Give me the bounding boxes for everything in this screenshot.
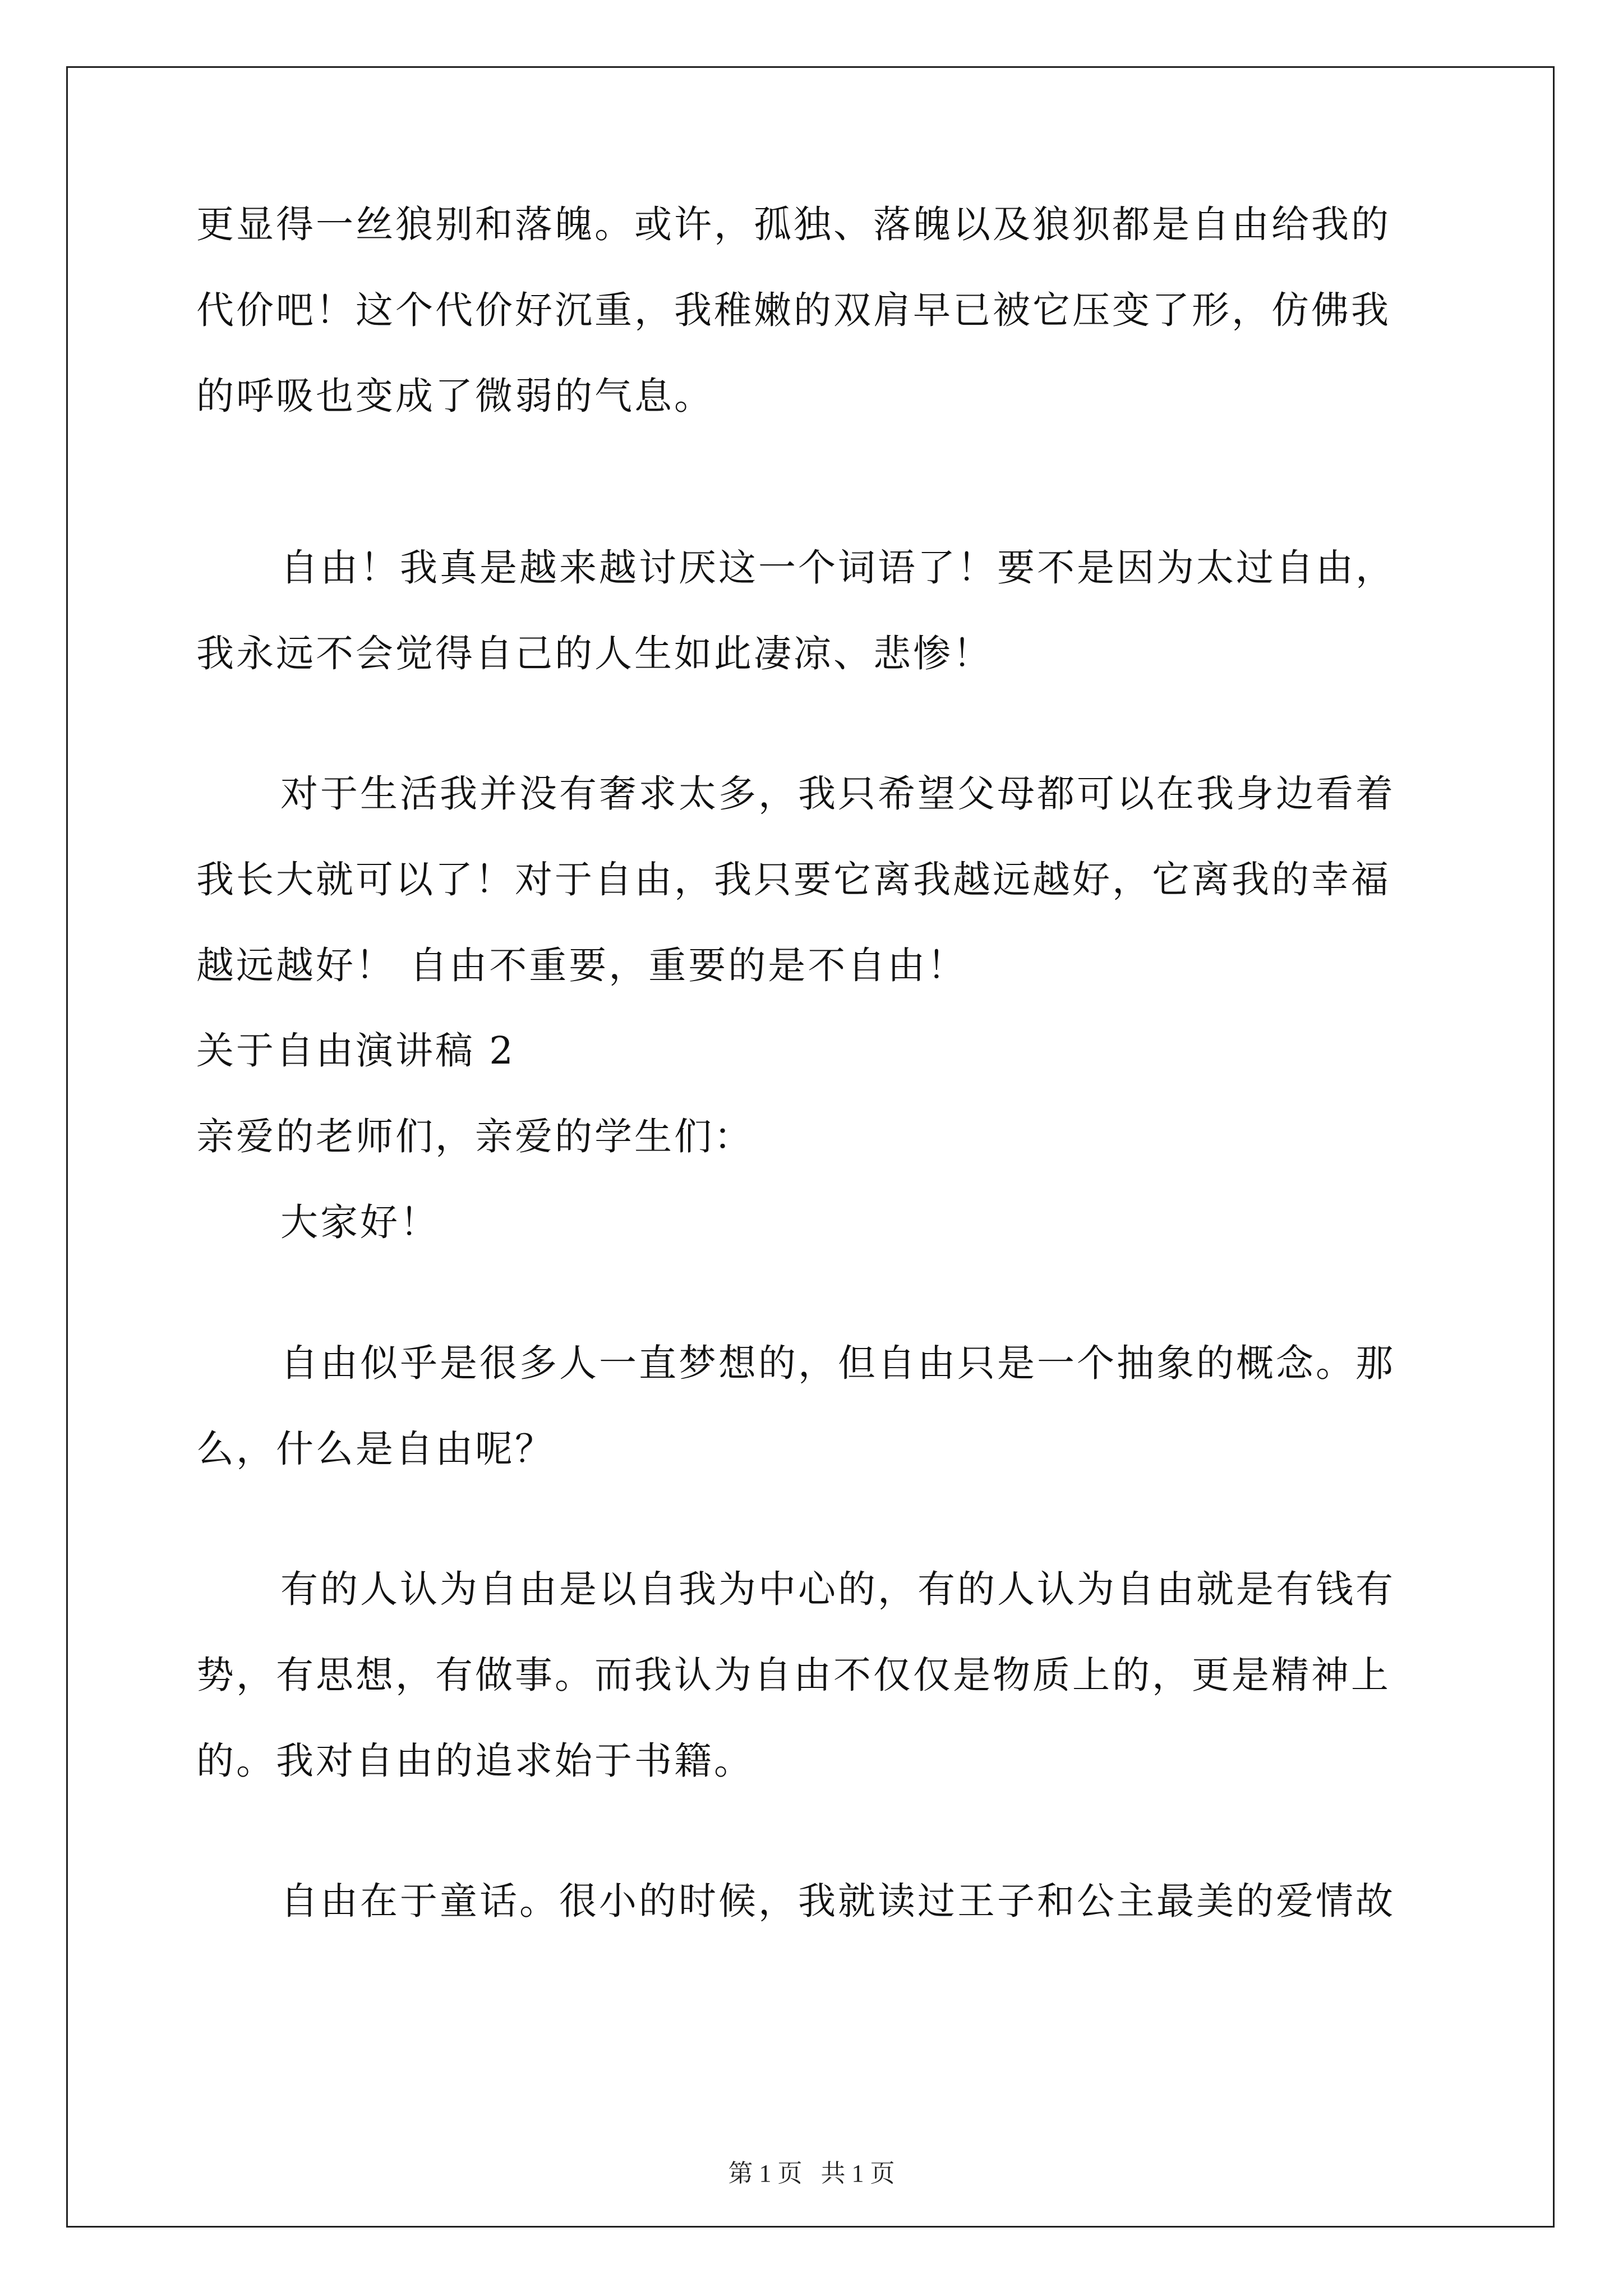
body-line-1: 更显得一丝狼别和落魄。或许，孤独、落魄以及狼狈都是自由给我的	[196, 203, 1391, 246]
body-line-7: 我长大就可以了！对于自由，我只要它离我越远越好，它离我的幸福	[196, 858, 1391, 901]
body-line-13: 么，什么是自由呢？	[196, 1427, 555, 1471]
body-line-5: 我永远不会觉得自己的人生如此凄凉、悲惨！	[196, 632, 993, 675]
body-line-15: 势，有思想，有做事。而我认为自由不仅仅是物质上的，更是精神上	[196, 1653, 1391, 1697]
body-line-3: 的呼吸也变成了微弱的气息。	[196, 374, 714, 418]
body-line-16: 的。我对自由的追求始于书籍。	[196, 1739, 754, 1783]
paragraph-start-6: 对于生活我并没有奢求太多，我只希望父母都可以在我身边看着	[280, 772, 1395, 816]
salutation: 亲爱的老师们，亲爱的学生们：	[196, 1115, 754, 1158]
body-line-2: 代价吧！这个代价好沉重，我稚嫩的双肩早已被它压变了形，仿佛我	[196, 288, 1391, 332]
greeting: 大家好！	[280, 1200, 440, 1244]
paragraph-start-14: 有的人认为自由是以自我为中心的，有的人认为自由就是有钱有	[280, 1567, 1395, 1611]
page-number-footer: 第 1 页 共 1 页	[728, 2160, 895, 2187]
section-heading: 关于自由演讲稿 2	[196, 1029, 515, 1073]
body-line-8: 越远越好！ 自由不重要，重要的是不自由！	[196, 944, 967, 987]
paragraph-start-17: 自由在于童话。很小的时候，我就读过王子和公主最美的爱情故	[280, 1879, 1395, 1923]
paragraph-start-4: 自由！我真是越来越讨厌这一个词语了！要不是因为太过自由，	[280, 546, 1395, 590]
paragraph-start-12: 自由似乎是很多人一直梦想的，但自由只是一个抽象的概念。那	[280, 1341, 1395, 1385]
